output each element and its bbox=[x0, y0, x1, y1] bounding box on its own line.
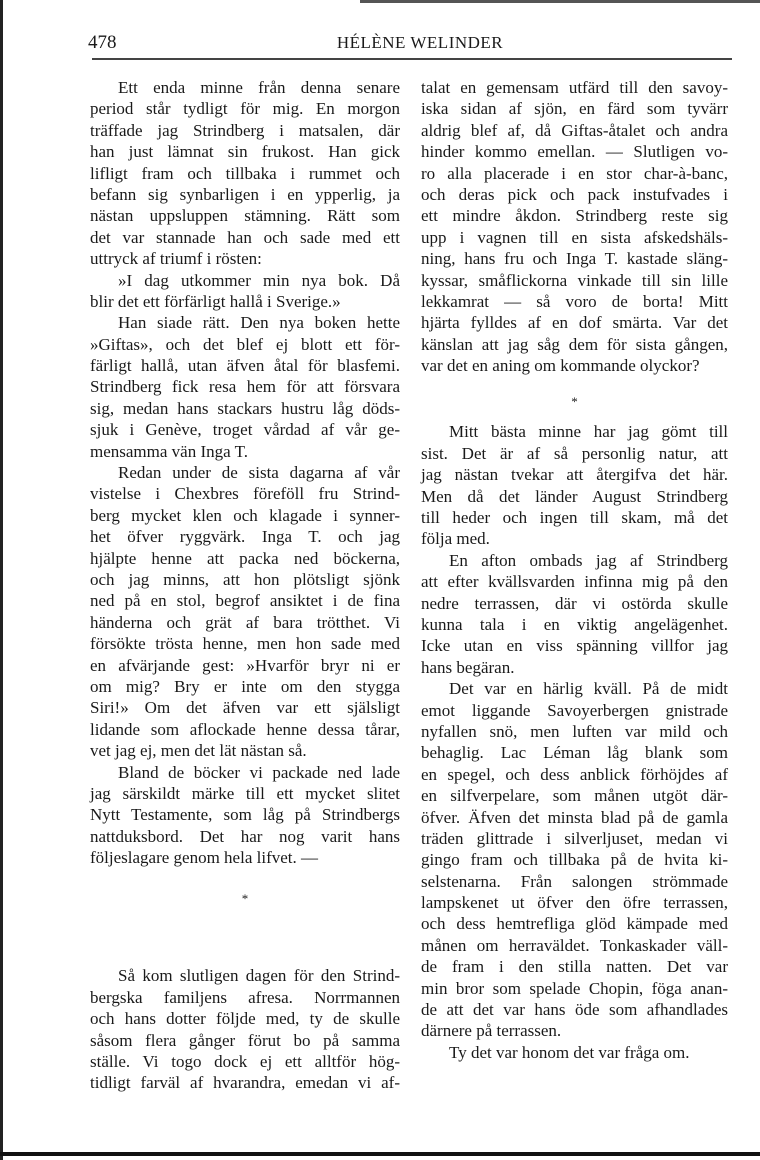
text-line: Ett enda minne från denna senare bbox=[118, 78, 400, 97]
text-line: lekkamrat — så voro de borta! Mitt bbox=[421, 291, 728, 311]
text-line: min bror som spelade Chopin, föga anan- bbox=[421, 978, 728, 998]
text-line: jag särskildt märke till ett mycket slitet bbox=[90, 783, 400, 803]
text-line: »I dag utkommer min nya bok. Då bbox=[118, 270, 400, 290]
text-line: befann sig synbarligen i en ypperlig, ja bbox=[90, 184, 400, 204]
text-line: Strindberg fick resa hem för att försvara bbox=[90, 377, 400, 397]
text-line: Nytt Testamente, som låg på Strindbergs bbox=[90, 805, 400, 825]
text-line: och dess hemtrefliga glöd kämpade med bbox=[421, 914, 728, 934]
text-line: lidande som aflockade henne dessa tårar, bbox=[90, 719, 400, 739]
text-line: emot liggande Savoyerbergen gnistrade bbox=[421, 700, 728, 720]
text-line: såsom flera gånger förut bo på samma bbox=[90, 1030, 400, 1050]
text-line: berg mycket klen och klagade i synner- bbox=[90, 505, 400, 525]
text-line: att efter kvällsvarden infinna mig på den bbox=[421, 572, 728, 592]
header-rule bbox=[92, 58, 732, 60]
paragraph bbox=[90, 965, 400, 1093]
text-line: en silfverpelare, som månen utgöt där- bbox=[421, 786, 728, 806]
text-line: nattduksbord. Det har nog varit hans bbox=[90, 826, 400, 846]
text-line: »Giftas», och det blef ej blott ett för- bbox=[90, 334, 400, 354]
text-line: och hans dotter följde med, ty de skulle bbox=[90, 1009, 400, 1029]
text-line: bergska familjens afresa. Norrmannen bbox=[90, 987, 400, 1007]
paragraph bbox=[90, 462, 400, 761]
text-line: Icke utan en viss spänning villfor jag bbox=[421, 636, 728, 656]
text-line: Men då det länder August Strindberg bbox=[421, 486, 728, 506]
text-line: sjuk i Genève, troget vårdad af vår ge- bbox=[90, 420, 400, 440]
text-line: ning, hans fru och Inga T. kastade släng- bbox=[421, 249, 728, 269]
text-line: Så kom slutligen dagen för den Strind- bbox=[118, 966, 400, 986]
text-line: gingo fram och tillbaka på de hvita ki- bbox=[421, 850, 728, 870]
text-line: behaglig. Lac Léman låg blank som bbox=[421, 743, 728, 763]
text-line: månen om herraväldet. Tonkaskader väll- bbox=[421, 935, 728, 955]
text-line: en spegel, och dess anblick förhöjdes af bbox=[421, 764, 728, 784]
left-column bbox=[90, 77, 400, 1094]
text-line: en afvärjande gest: »Hvarför bryr ni er bbox=[90, 655, 400, 675]
text-line: och deras pick och pack instufvades i bbox=[421, 184, 728, 204]
scan-edge-top bbox=[360, 0, 760, 3]
text-line: En afton ombads jag af Strindberg bbox=[449, 550, 728, 570]
text-line: ned på en stol, begrof ansiktet i de fina bbox=[90, 591, 400, 611]
text-line: det var stannade han och sade med ett bbox=[90, 227, 400, 247]
paragraph bbox=[421, 678, 728, 1042]
text-line: och jag minns, att hon plötsligt sjönk bbox=[90, 569, 400, 589]
text-line: Redan under de sista dagarna af vår bbox=[118, 463, 400, 483]
paragraph bbox=[90, 312, 400, 462]
text-line: lampskenet ut öfver den öfre terrassen, bbox=[421, 893, 728, 913]
text-line: de fram i den stilla natten. Det var bbox=[421, 957, 728, 977]
text-line: känslan att jag såg dem för sista gången, bbox=[421, 334, 728, 354]
text-line: mensamma vän Inga T. bbox=[90, 441, 248, 461]
text-line: sist. Det är af så personlig natur, att bbox=[421, 443, 728, 463]
text-line: period står tydligt för mig. En morgon bbox=[90, 99, 400, 119]
text-line: de att det var hans öde som afhandlades bbox=[421, 1000, 728, 1020]
section-separator: * bbox=[241, 891, 249, 907]
paragraph bbox=[90, 762, 400, 869]
text-line: ro alla placerade i en stor char-à-banc, bbox=[421, 163, 728, 183]
text-line: kyssar, småflickorna vinkade till sin lille bbox=[421, 270, 728, 290]
paragraph bbox=[421, 77, 728, 376]
text-line: aldrig blef af, då Giftas-åtalet och andra bbox=[421, 120, 728, 140]
text-line: kunna tala i en viktig angelägenhet. bbox=[421, 614, 728, 634]
text-line: ställe. Vi togo dock ej ett alltför hög- bbox=[90, 1052, 400, 1072]
text-line: nästan uppsluppen stämning. Rätt som bbox=[90, 206, 400, 226]
text-line: jag nästan tvekar att återgifva det här. bbox=[421, 465, 728, 485]
text-line: nedre terrassen, där vi ostörda skulle bbox=[421, 593, 728, 613]
text-line: Mitt bästa minne har jag gömt till bbox=[449, 422, 728, 442]
text-line: tidligt farväl af hvarandra, emedan vi af- bbox=[90, 1073, 400, 1093]
text-line: talat en gemensam utfärd till den savoy- bbox=[421, 78, 728, 97]
text-line: öfver. Äfven det minsta blad på de gamla bbox=[421, 807, 728, 827]
scan-edge-left bbox=[0, 0, 3, 1160]
text-line: vet jag ej, men det lät nästan så. bbox=[90, 741, 307, 761]
text-line: färligt hallå, utan äfven åtal för blasfemi. bbox=[90, 356, 400, 376]
text-line: sig, medan hans stackars hustru låg döds- bbox=[90, 398, 400, 418]
text-line: Siri!» Om det äfven var ett själsligt bbox=[90, 698, 400, 718]
text-line: hinder kommo emellan. — Slutligen vo- bbox=[421, 142, 728, 162]
paragraph bbox=[421, 1042, 728, 1063]
text-line: han just lämnat sin frukost. Han gick bbox=[90, 142, 400, 162]
text-line: het öfver ryggvärk. Inga T. och jag bbox=[90, 527, 400, 547]
text-line: följeslagare genom hela lifvet. — bbox=[90, 848, 318, 868]
text-line: hans begäran. bbox=[421, 657, 515, 677]
text-line: Ty det var honom det var fråga om. bbox=[449, 1042, 690, 1062]
text-line: händerna och grät af bara trötthet. Vi bbox=[90, 612, 400, 632]
paragraph bbox=[421, 550, 728, 678]
text-line: vistelse i Chexbres föreföll fru Strind- bbox=[90, 484, 400, 504]
text-line: nyfallen snö, men luften var mild och bbox=[421, 721, 728, 741]
text-line: var det en aning om kommande olyckor? bbox=[421, 356, 700, 376]
text-line: därnere på terrassen. bbox=[421, 1021, 562, 1041]
text-line: träffade jag Strindberg i matsalen, där bbox=[90, 120, 400, 140]
text-line: Han siade rätt. Den nya boken hette bbox=[118, 313, 400, 333]
text-line: ett mindre åkdon. Strindberg reste sig bbox=[421, 206, 728, 226]
right-column bbox=[421, 77, 728, 1063]
text-line: upp i vagnen till en sista afskedshäls- bbox=[421, 227, 728, 247]
text-line: till heder och ingen till skam, må det bbox=[421, 508, 728, 528]
text-line: Bland de böcker vi packade ned lade bbox=[118, 762, 400, 782]
paragraph bbox=[90, 77, 400, 270]
text-line: försökte trösta henne, men hon sade med bbox=[90, 634, 400, 654]
page-number: 478 bbox=[88, 32, 117, 53]
text-line: träden glittrade i silverljuset, medan vi bbox=[421, 828, 728, 848]
text-line: följa med. bbox=[421, 529, 490, 549]
text-line: hjärta fylldes af en dof smärta. Var det bbox=[421, 313, 728, 333]
text-line: selstenarna. Från salongen strömmade bbox=[421, 871, 728, 891]
paragraph bbox=[421, 421, 728, 549]
text-line: Det var en härlig kväll. På de midt bbox=[449, 679, 728, 699]
text-line: iska sidan af sjön, en färd som tyvärr bbox=[421, 99, 728, 119]
text-line: uttryck af triumf i rösten: bbox=[90, 249, 262, 269]
text-line: blir det ett förfärligt hallå i Sverige.» bbox=[90, 291, 341, 311]
paragraph bbox=[90, 270, 400, 313]
text-line: lifligt fram och tillbaka i rummet och bbox=[90, 163, 400, 183]
section-separator: * bbox=[571, 394, 578, 410]
scan-edge-bottom bbox=[0, 1152, 760, 1156]
text-line: hjälpte henne att packa ned böckerna, bbox=[90, 548, 400, 568]
text-line: om mig? Bry er inte om den stygga bbox=[90, 676, 400, 696]
running-title: HÉLÈNE WELINDER bbox=[336, 33, 504, 52]
